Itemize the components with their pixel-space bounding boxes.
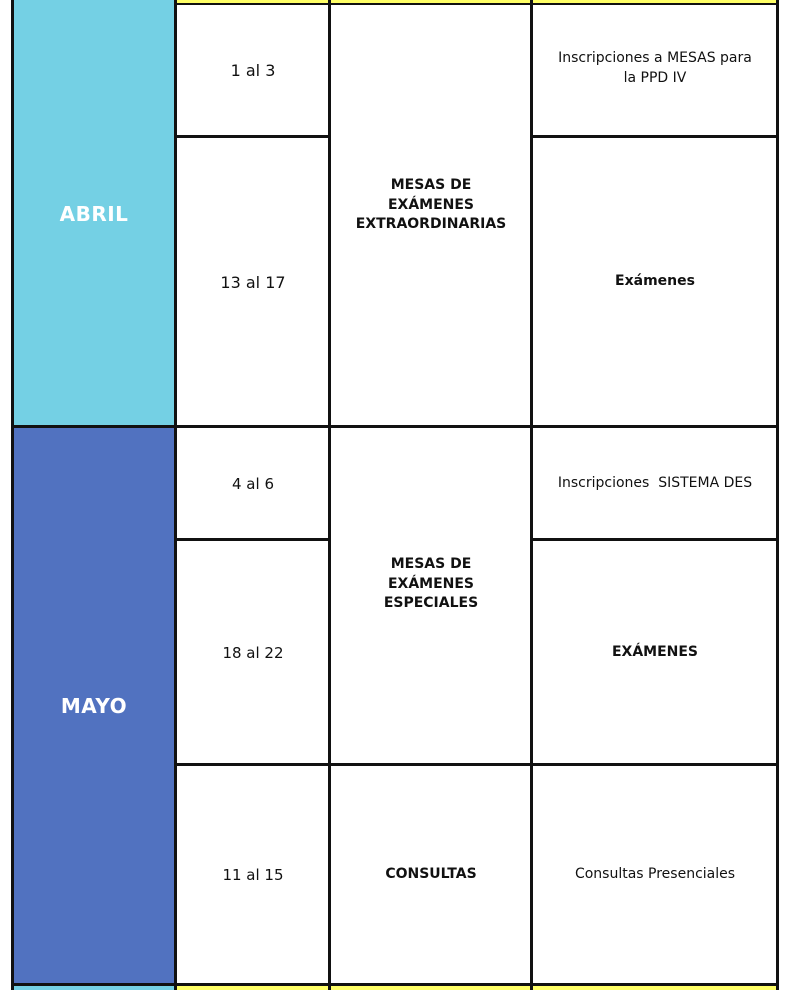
date-cell-mayo-2 [176,540,330,765]
detail-cell-abril-1 [532,4,778,137]
detail-cell-mayo-2 [532,540,778,765]
grid-line-h-abril-split-a [176,135,330,138]
detail-label: Consultas Presenciales [574,866,736,883]
grid-line-h-consultas [176,763,778,766]
grid-line-h-top [176,3,778,5]
grid-line-v-1 [174,0,177,990]
detail-label: EXÁMENES [611,643,699,660]
date-cell-abril-1 [176,4,330,137]
grid-line-v-right [776,0,779,990]
grid-line-h-bottom [12,983,778,986]
detail-cell-abril-2 [532,137,778,427]
date-label: 13 al 17 [220,272,286,292]
grid-line-v-3 [530,0,533,990]
month-cell-mayo [12,427,176,985]
month-label-abril: ABRIL [59,201,129,226]
activity-label: MESAS DE EXÁMENES EXTRAORDINARIAS [355,177,507,233]
date-cell-mayo-3 [176,765,330,985]
grid-line-h-mayo-split-b [532,538,778,541]
activity-label: MESAS DE EXÁMENES ESPECIALES [383,556,479,612]
date-label: 1 al 3 [230,61,276,80]
detail-label: Inscripciones SISTEMA DES [557,474,753,491]
date-cell-abril-2 [176,137,330,427]
detail-cell-mayo-3 [532,765,778,985]
grid-line-h-abril-split-b [532,135,778,138]
activity-cell-mayo [330,427,532,765]
month-label-mayo: MAYO [60,694,128,718]
date-label: 4 al 6 [232,474,274,493]
date-cell-mayo-1 [176,427,330,540]
date-label: 11 al 15 [222,866,284,884]
grid-line-h-mayo-split-a [176,538,330,541]
grid-line-h-month-split [12,425,778,428]
month-cell-abril [12,0,176,427]
detail-label: Inscripciones a MESAS para la PPD IV [558,49,752,86]
activity-cell-abril [330,4,532,427]
grid-line-v-left [11,0,14,990]
activity-cell-consultas [330,765,532,985]
grid-line-v-2 [328,0,331,990]
detail-cell-mayo-1 [532,427,778,540]
detail-label: Exámenes [615,273,695,290]
date-label: 18 al 22 [222,643,284,662]
activity-label: CONSULTAS [385,866,477,883]
